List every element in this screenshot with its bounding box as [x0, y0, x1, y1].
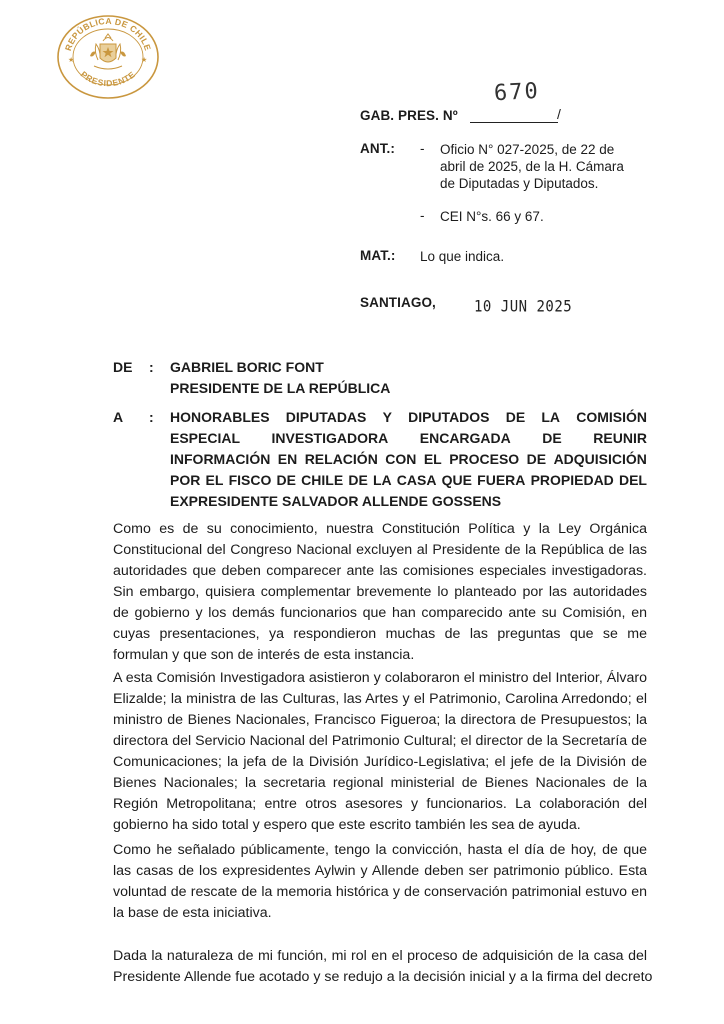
presidential-seal [56, 14, 160, 100]
paragraph-line: cuyas presentaciones, ya respondieron muchas de las preguntas que se me [113, 626, 647, 642]
a-word: CON [385, 451, 417, 467]
a-word: PROCESO [449, 451, 520, 467]
a-word: ESPECIAL [170, 430, 241, 446]
de-value [170, 357, 390, 399]
a-value [170, 407, 647, 512]
body-paragraph [113, 946, 653, 988]
a-word: HONORABLES [170, 409, 270, 425]
a-word: DE [505, 409, 526, 425]
a-word: INFORMACIÓN [170, 451, 271, 467]
body-paragraph [113, 668, 647, 836]
gab-pres-underline [470, 122, 558, 123]
a-line [170, 407, 647, 428]
a-word: CASA [396, 472, 437, 488]
a-word: FUERA [477, 472, 526, 488]
svg-text:PRESIDENTE [79, 69, 137, 88]
paragraph-line: Presidente Allende fue acotado y se redujo a la decisión inicial y a la firma del decreto [113, 969, 653, 985]
a-word: LA [372, 472, 392, 488]
ant-item-dash: - [420, 141, 425, 156]
gab-pres-number: 670 [493, 78, 541, 107]
gab-pres-slash: / [557, 106, 561, 122]
a-word: EL [423, 451, 442, 467]
a-word: POR [170, 472, 201, 488]
a-line: EXPRESIDENTE SALVADOR ALLENDE GOSSENS [170, 493, 502, 509]
paragraph-line: Sin embargo, quisiera complementar brevemente lo planteado por las autoridades [113, 584, 647, 600]
de-line: GABRIEL BORIC FONT [170, 359, 324, 375]
de-line: PRESIDENTE DE LA REPÚBLICA [170, 380, 391, 396]
ant-item-dash: - [420, 208, 425, 223]
a-word: RELACIÓN [304, 451, 378, 467]
a-word: CHILE [301, 472, 344, 488]
ant-item-line: CEI N°s. 66 y 67. [440, 209, 544, 224]
de-key: DE [113, 359, 133, 375]
ant-item [440, 141, 645, 192]
a-word: PROPIEDAD [530, 472, 614, 488]
paragraph-line: autoridades que deben comparecer ante las comisiones especiales investigadoras. [113, 563, 647, 579]
seal-emblem-icon [56, 14, 160, 100]
paragraph-line: las casas de los expresidentes Aylwin y Allende deben ser patrimonio público. Esta [113, 863, 647, 879]
paragraph-line: gobierno ha sido total y espero que este escrito también les sea de ayuda. [113, 817, 581, 833]
body-paragraph [113, 840, 647, 924]
svg-text:★: ★ [68, 56, 75, 64]
place-label: SANTIAGO, [360, 295, 436, 310]
a-word: DE [542, 430, 562, 446]
a-key: A [113, 409, 124, 425]
paragraph-line: la base de esta iniciativa. [113, 905, 272, 921]
a-word: Y [382, 409, 392, 425]
mat-label: MAT.: [360, 248, 396, 263]
a-word: ADQUISICIÓN [553, 451, 647, 467]
de-colon: : [149, 359, 154, 375]
paragraph-line: voluntad de rescate de la memoria histórica y de conservación patrimonial estuvo en [113, 884, 647, 900]
body-paragraph [113, 519, 647, 666]
paragraph-line: formulan y que son de interés de esta instancia. [113, 647, 415, 663]
a-word: DE [348, 472, 368, 488]
paragraph-line: Elizalde; la ministra de las Culturas, las Artes y el Patrimonio, Carolina Arredondo; el [113, 691, 647, 707]
a-colon: : [149, 409, 154, 425]
a-word: REUNIR [593, 430, 647, 446]
a-word: LA [541, 409, 561, 425]
paragraph-line: de gobierno y los demás funcionarios que han comparecido ante su Comisión, en [113, 605, 647, 621]
paragraph-line: Como he señalado públicamente, tengo la convicción, hasta el día de hoy, de que [113, 842, 647, 858]
paragraph-line: ministro de Bienes Nacionales, Francisco Figueroa; la directora de Presupuestos; la [113, 712, 647, 728]
a-word: QUE [441, 472, 472, 488]
a-word: ENCARGADA [419, 430, 511, 446]
paragraph-line: Bienes Nacionales; la secretaria regional ministerial de Bienes Nacionales de la [113, 775, 647, 791]
a-word: DIPUTADOS [408, 409, 490, 425]
paragraph-line: Constitucional del Congreso Nacional excluyen al Presidente de la República de las [113, 542, 647, 558]
paragraph-line: Región Metropolitana; entre otros asesores y funcionarios. La colaboración del [113, 796, 647, 812]
a-word: DE [276, 472, 296, 488]
svg-text:★: ★ [141, 56, 148, 64]
seal-top-text: REPÚBLICA DE CHILE [62, 15, 154, 52]
ant-item-line: de Diputadas y Diputados. [440, 176, 599, 191]
a-word: DIPUTADAS [285, 409, 367, 425]
date-stamp: 10 JUN 2025 [474, 297, 573, 317]
a-word: DEL [618, 472, 647, 488]
mat-text: Lo que indica. [420, 249, 505, 264]
ant-item-line: Oficio N° 027-2025, de 22 de [440, 142, 615, 157]
a-word: FISCO [228, 472, 272, 488]
a-line [170, 470, 647, 491]
a-word: INVESTIGADORA [271, 430, 389, 446]
ant-label: ANT.: [360, 141, 395, 156]
a-word: EN [277, 451, 298, 467]
a-word: COMISIÓN [576, 409, 647, 425]
paragraph-line: Comunicaciones; la jefa de la División Jurídico-Legislativa; el jefe de la División de [113, 754, 647, 770]
paragraph-line: Como es de su conocimiento, nuestra Constitución Política y la Ley Orgánica [113, 521, 647, 537]
paragraph-line: A esta Comisión Investigadora asistieron y colaboraron el ministro del Interior, Álvaro [113, 670, 647, 686]
a-line [170, 428, 647, 449]
gab-pres-label: GAB. PRES. Nº [360, 108, 458, 123]
ant-item-line: abril de 2025, de la H. Cámara [440, 159, 624, 174]
a-line [170, 449, 647, 470]
a-word: DE [526, 451, 547, 467]
paragraph-line: Dada la naturaleza de mi función, mi rol en el proceso de adquisición de la casa del [113, 948, 647, 964]
paragraph-line: directora del Servicio Nacional del Patrimonio Cultural; el director de la Secretaría de [113, 733, 647, 749]
a-word: EL [205, 472, 224, 488]
seal-bottom-text: PRESIDENTE [78, 69, 138, 89]
